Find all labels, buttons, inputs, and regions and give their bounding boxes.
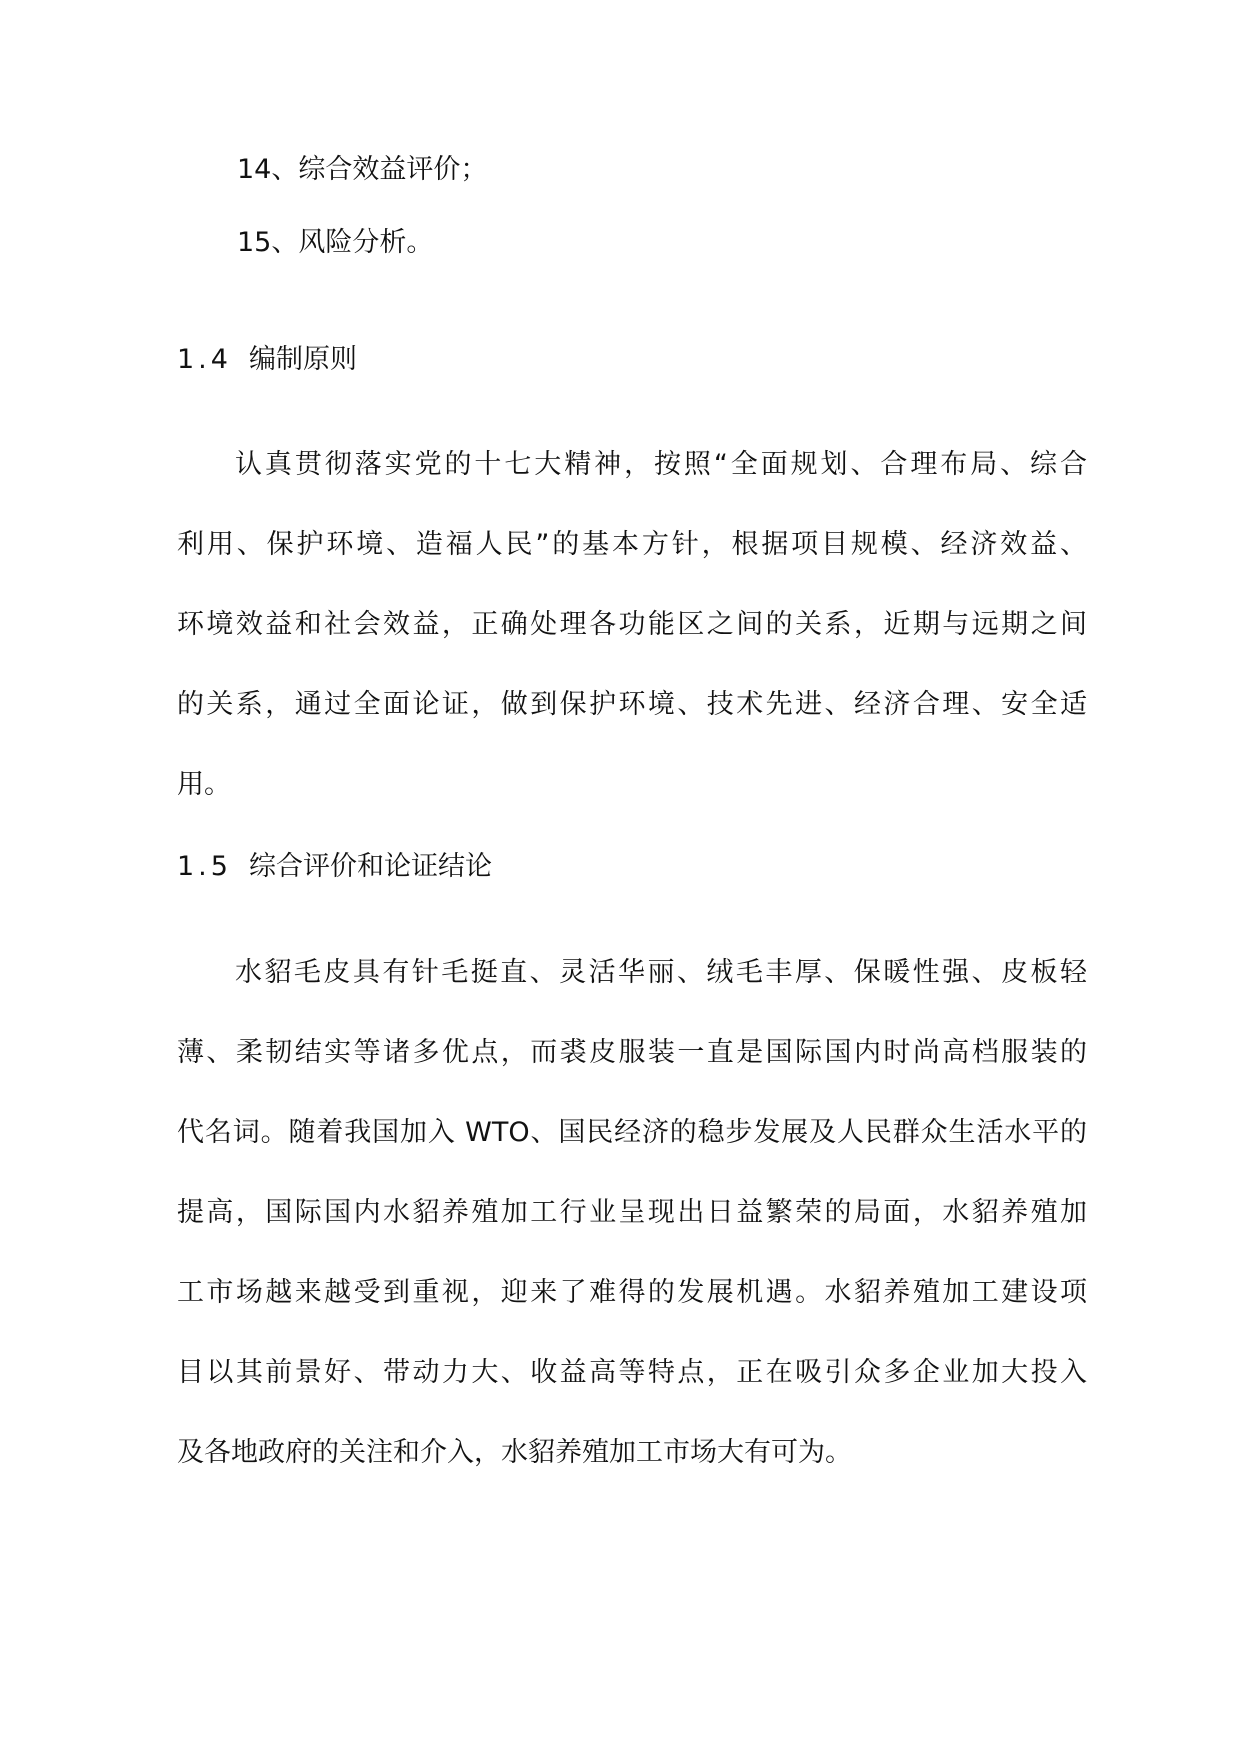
paragraph-line: 目以其前景好、带动力大、收益高等特点，正在吸引众多企业加大投入 [177, 1357, 1087, 1388]
paragraph-line: 水貂毛皮具有针毛挺直、灵活华丽、绒毛丰厚、保暖性强、皮板轻 [235, 957, 1087, 988]
paragraph-line: 认真贯彻落实党的十七大精神，按照“全面规划、合理布局、综合 [235, 449, 1087, 480]
section-title: 编制原则 [249, 344, 357, 375]
section-heading-1-4 [177, 340, 1077, 380]
paragraph-line: 的关系，通过全面论证，做到保护环境、技术先进、经济合理、安全适 [177, 689, 1087, 720]
paragraph-line: 用。 [177, 769, 231, 800]
paragraph-line: 工市场越来越受到重视，迎来了难得的发展机遇。水貂养殖加工建设项 [177, 1277, 1087, 1308]
section-number: 1.5 [177, 851, 232, 882]
section-number: 1.4 [177, 344, 232, 375]
list-item-14: 14、综合效益评价； [237, 154, 488, 185]
paragraph-line: 提高，国际国内水貂养殖加工行业呈现出日益繁荣的局面，水貂养殖加 [177, 1197, 1087, 1228]
paragraph-principles [177, 425, 1087, 825]
section-heading-1-5 [177, 847, 1077, 887]
paragraph-conclusion [177, 933, 1087, 1493]
section-title: 综合评价和论证结论 [249, 851, 492, 882]
paragraph-line: 及各地政府的关注和介入，水貂养殖加工市场大有可为。 [177, 1437, 852, 1468]
list-item-15: 15、风险分析。 [237, 227, 434, 258]
paragraph-line: 环境效益和社会效益，正确处理各功能区之间的关系，近期与远期之间 [177, 609, 1087, 640]
paragraph-line: 代名词。随着我国加入 WTO、国民经济的稳步发展及人民群众生活水平的 [177, 1117, 1087, 1148]
paragraph-line: 薄、柔韧结实等诸多优点，而裘皮服装一直是国际国内时尚高档服装的 [177, 1037, 1087, 1068]
paragraph-line: 利用、保护环境、造福人民”的基本方针，根据项目规模、经济效益、 [177, 529, 1087, 560]
